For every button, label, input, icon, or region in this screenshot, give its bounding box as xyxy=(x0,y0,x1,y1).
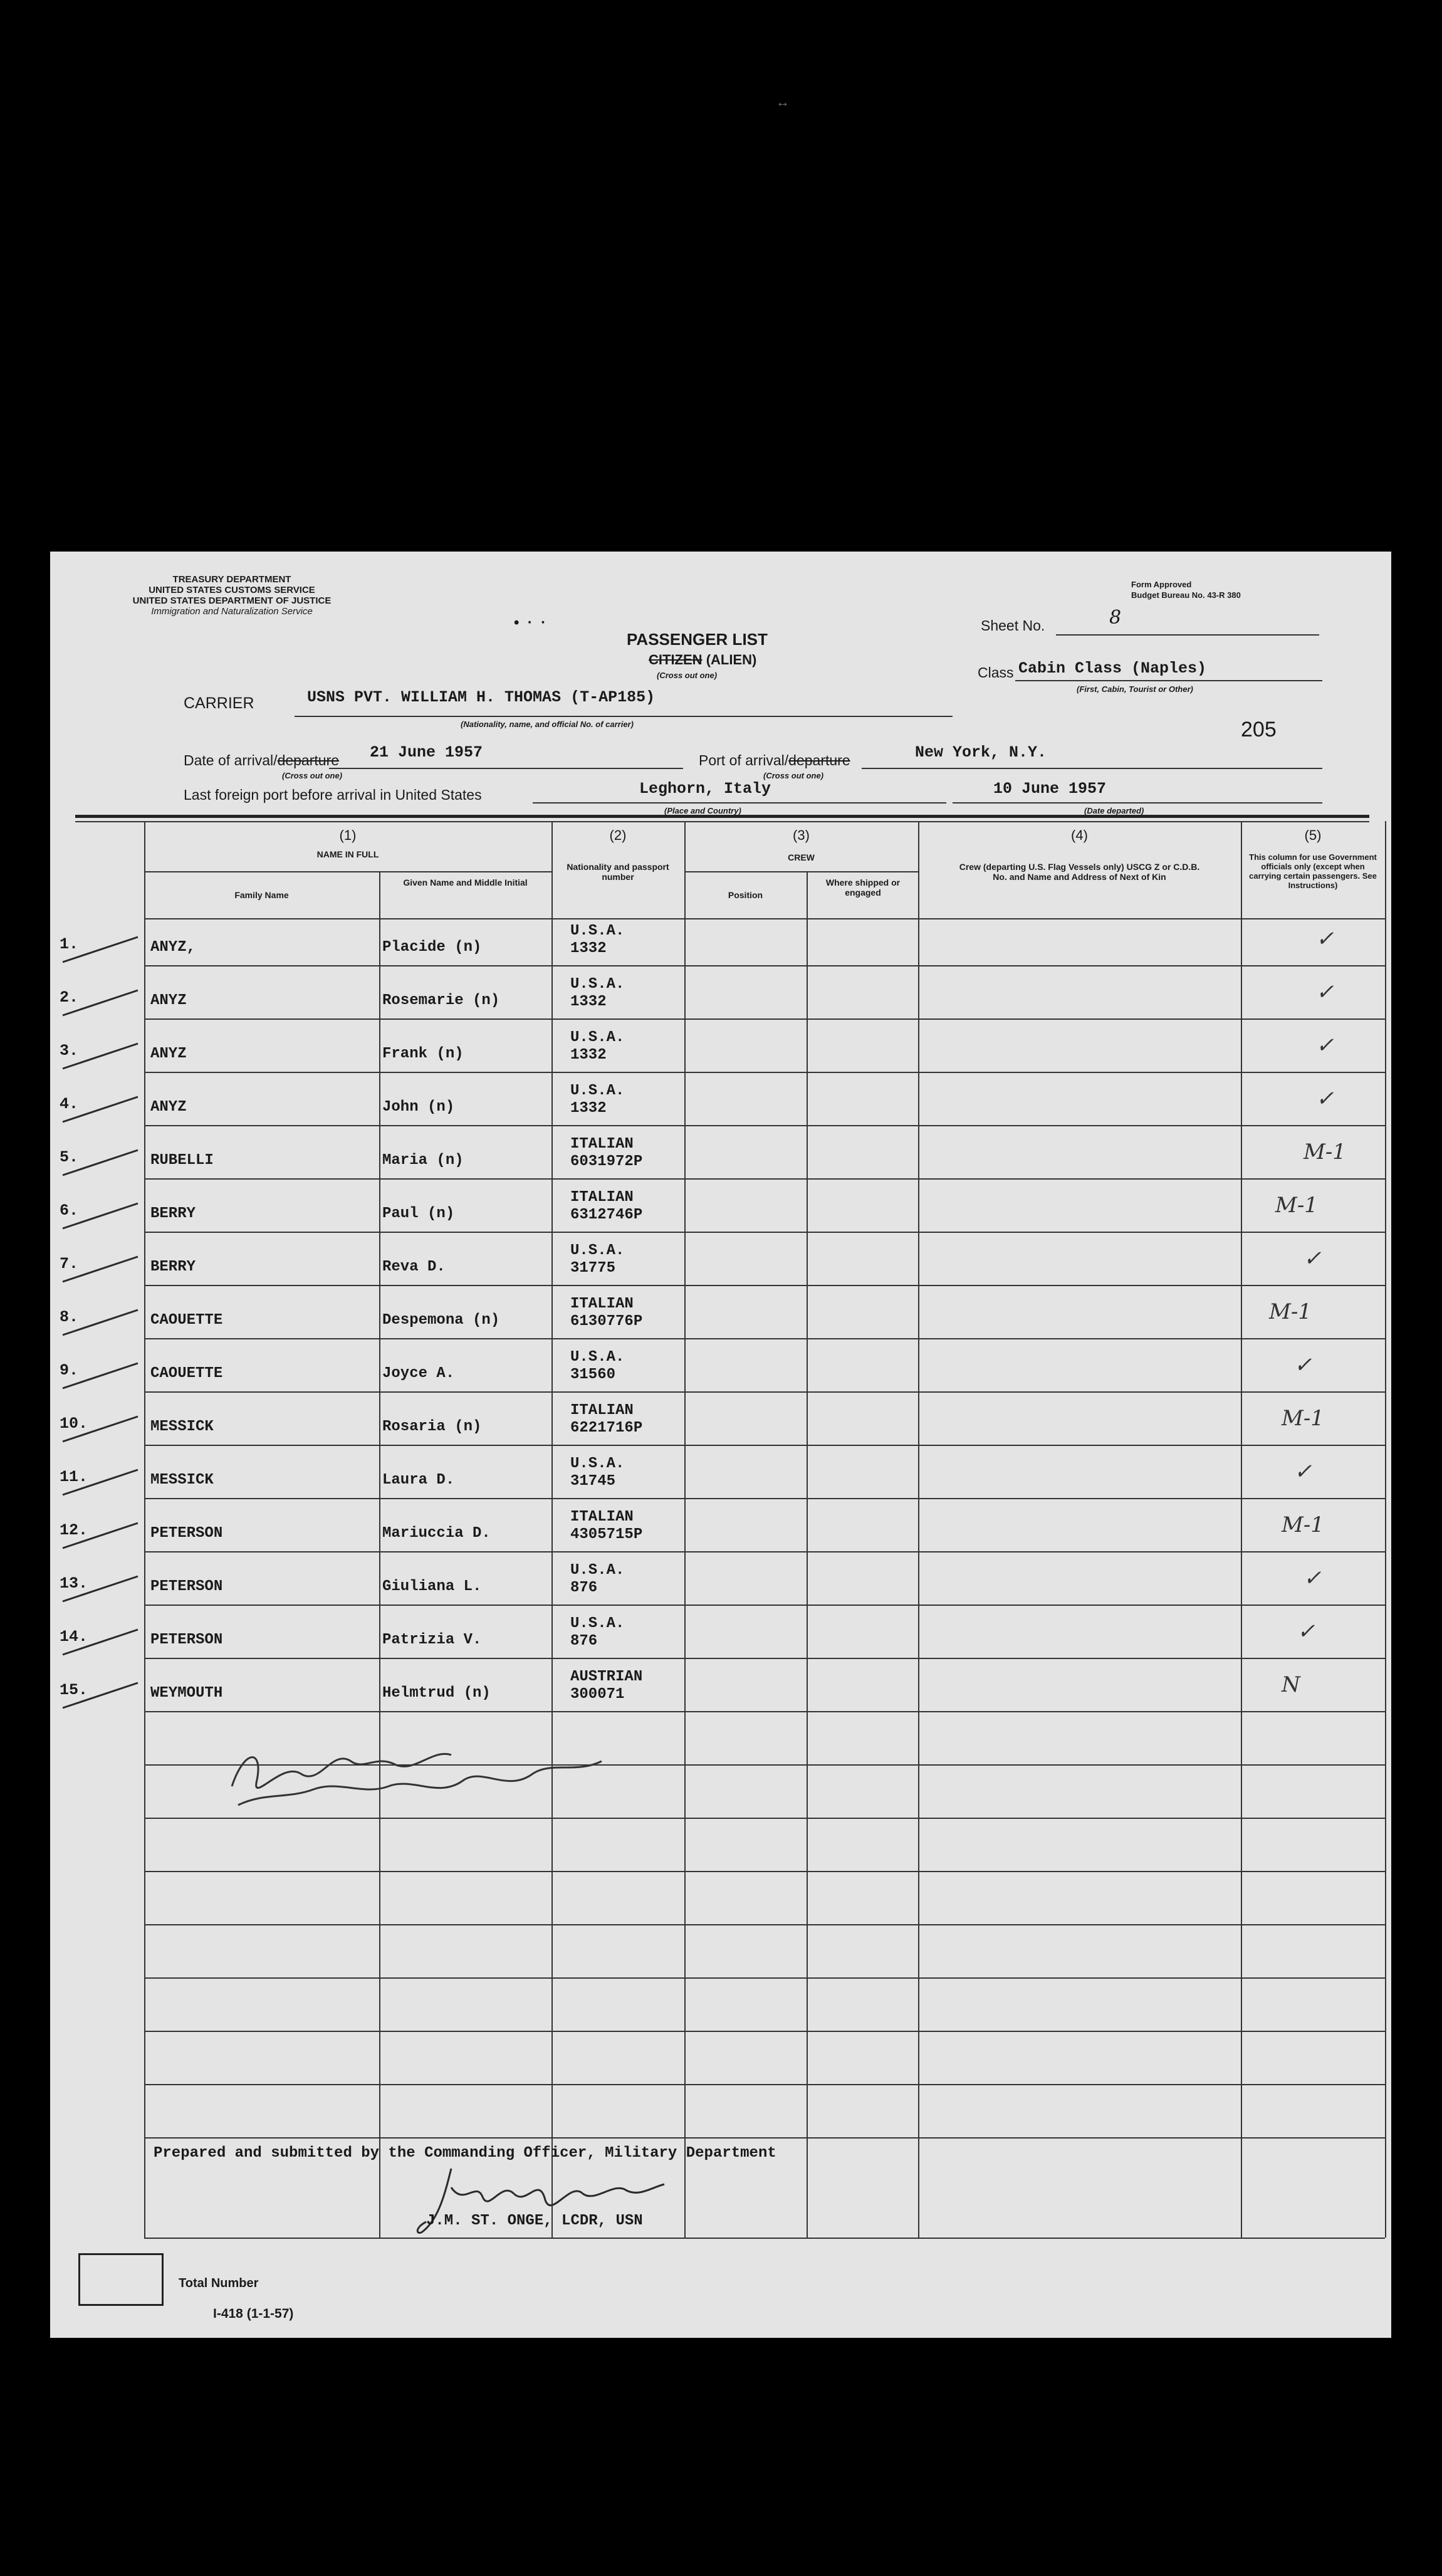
sheet-number-label: Sheet No. xyxy=(981,617,1045,634)
official-mark: ✓ xyxy=(1316,980,1334,1005)
given-name: Rosaria (n) xyxy=(382,1418,482,1435)
passport-number: 6312746P xyxy=(570,1207,643,1223)
nationality: U.S.A. xyxy=(570,1562,625,1579)
col-4-number: (4) xyxy=(1071,827,1088,843)
row-tick-strokes xyxy=(50,918,150,1720)
official-mark: ✓ xyxy=(1294,1353,1312,1378)
table-top-rule-2 xyxy=(75,821,1369,822)
official-mark: ✓ xyxy=(1316,1033,1334,1058)
col-2-number: (2) xyxy=(609,827,627,843)
passport-number: 300071 xyxy=(570,1686,625,1703)
agency-line: UNITED STATES DEPARTMENT OF JUSTICE xyxy=(132,595,332,606)
row-number: 1. xyxy=(60,935,79,953)
cross-out-note: (Cross out one) xyxy=(657,671,718,680)
official-mark: N xyxy=(1282,1672,1300,1697)
carrier-line xyxy=(295,716,953,717)
col-divider xyxy=(1241,821,1242,2238)
row-number: 7. xyxy=(60,1255,79,1273)
row-number: 13. xyxy=(60,1574,88,1593)
official-mark: ✓ xyxy=(1304,1566,1322,1591)
row-rule xyxy=(144,1658,1385,1659)
nationality: U.S.A. xyxy=(570,1455,625,1472)
col-5-number: (5) xyxy=(1304,827,1322,843)
nationality: U.S.A. xyxy=(570,1029,625,1046)
class-sub: (First, Cabin, Tourist or Other) xyxy=(1077,684,1193,694)
family-name: PETERSON xyxy=(150,1631,223,1648)
passport-number: 1332 xyxy=(570,993,607,1010)
nationality: AUSTRIAN xyxy=(570,1668,643,1685)
arrival-date-line xyxy=(329,768,683,769)
official-mark: M-1 xyxy=(1282,1406,1324,1431)
row-rule xyxy=(144,2137,1385,2139)
port-cross-note: (Cross out one) xyxy=(763,771,824,780)
row-number: 6. xyxy=(60,1202,79,1220)
budget-bureau-line: Budget Bureau No. 43-R 380 xyxy=(1131,590,1241,600)
passport-number: 1332 xyxy=(570,1047,607,1064)
row-rule xyxy=(144,1605,1385,1606)
arrival-date-label xyxy=(184,752,339,769)
row-rule xyxy=(144,1232,1385,1233)
given-name: Despemona (n) xyxy=(382,1312,500,1329)
nationality: U.S.A. xyxy=(570,976,625,993)
passport-number: 31560 xyxy=(570,1366,616,1383)
passenger-list-sheet xyxy=(50,552,1391,2338)
nationality: U.S.A. xyxy=(570,1082,625,1099)
given-name: Reva D. xyxy=(382,1259,446,1275)
port-label-text: Port of arrival/ xyxy=(699,752,789,768)
scan-artifact: ↔ xyxy=(776,94,790,110)
class-value: Cabin Class (Naples) xyxy=(1018,659,1207,678)
row-rule xyxy=(144,1551,1385,1552)
agency-line: TREASURY DEPARTMENT xyxy=(172,574,291,585)
given-name-header: Given Name and Middle Initial xyxy=(403,877,528,887)
table-top-rule xyxy=(75,815,1369,818)
col-divider xyxy=(684,821,686,2238)
official-mark: ✓ xyxy=(1304,1246,1322,1271)
passport-number: 1332 xyxy=(570,1100,607,1117)
passport-number: 6130776P xyxy=(570,1313,643,1330)
row-number: 4. xyxy=(60,1095,79,1113)
port-struck: departure xyxy=(788,752,850,768)
nationality: ITALIAN xyxy=(570,1296,634,1312)
table-bottom-rule xyxy=(144,2238,1385,2239)
arrival-date-label-text: Date of arrival/ xyxy=(184,752,278,768)
agency-line: UNITED STATES CUSTOMS SERVICE xyxy=(149,585,315,595)
row-rule xyxy=(144,1018,1385,1020)
total-number-label: Total Number xyxy=(179,2276,259,2290)
passport-number: 31745 xyxy=(570,1473,616,1490)
last-port-value: Leghorn, Italy xyxy=(639,780,771,798)
number-stamp: 205 xyxy=(1241,718,1277,741)
col-divider xyxy=(379,871,380,2238)
row-number: 9. xyxy=(60,1361,79,1380)
row-rule xyxy=(144,1871,1385,1872)
row-number: 15. xyxy=(60,1681,88,1699)
given-name: Laura D. xyxy=(382,1472,455,1489)
col-3-number: (3) xyxy=(793,827,810,843)
row-number: 11. xyxy=(60,1468,88,1486)
family-name: MESSICK xyxy=(150,1418,214,1435)
row-rule xyxy=(144,1977,1385,1979)
prepared-by-text: Prepared and submitted by the Commanding Officer, Military Department xyxy=(154,2145,776,2162)
nationality: U.S.A. xyxy=(570,1242,625,1259)
class-label: Class xyxy=(978,664,1014,681)
row-number: 2. xyxy=(60,988,79,1007)
citizen-struck: CITIZEN xyxy=(649,652,703,668)
crew-departing-header: Crew (departing U.S. Flag Vessels only) USCG Z or C.D.B. No. and Name and Address of Next of Kin xyxy=(959,862,1200,882)
family-name: BERRY xyxy=(150,1259,196,1275)
family-name: BERRY xyxy=(150,1205,196,1222)
official-mark: M-1 xyxy=(1304,1139,1346,1165)
row-number: 10. xyxy=(60,1415,88,1433)
passport-number: 876 xyxy=(570,1633,598,1650)
family-name: WEYMOUTH xyxy=(150,1685,223,1702)
agency-line: Immigration and Naturalization Service xyxy=(151,606,313,617)
col-divider xyxy=(918,821,919,2238)
nationality: ITALIAN xyxy=(570,1189,634,1206)
row-rule xyxy=(144,1445,1385,1446)
passport-number: 31775 xyxy=(570,1260,616,1277)
family-name: PETERSON xyxy=(150,1525,223,1542)
official-mark: M-1 xyxy=(1269,1299,1312,1324)
nationality: U.S.A. xyxy=(570,923,625,940)
official-mark: ✓ xyxy=(1294,1459,1312,1484)
date-departed-value: 10 June 1957 xyxy=(993,780,1107,798)
row-rule xyxy=(144,965,1385,966)
passport-number: 6221716P xyxy=(570,1420,643,1437)
officer-name: J.M. ST. ONGE, LCDR, USN xyxy=(426,2212,643,2229)
family-name-header: Family Name xyxy=(234,890,289,900)
row-rule xyxy=(144,1391,1385,1393)
col-1-number: (1) xyxy=(339,827,357,843)
given-name: Giuliana L. xyxy=(382,1578,482,1595)
row-number: 3. xyxy=(60,1042,79,1060)
gov-officials-header: This column for use Government officials only (except when carrying certain passengers. See Instructions) xyxy=(1249,852,1377,890)
row-rule xyxy=(144,1338,1385,1339)
nationality: U.S.A. xyxy=(570,1349,625,1366)
col-divider xyxy=(1385,821,1386,2238)
passport-number: 6031972P xyxy=(570,1153,643,1170)
last-port-line xyxy=(533,802,946,804)
agency-block xyxy=(100,574,363,617)
where-shipped-header: Where shipped or engaged xyxy=(825,877,901,898)
given-name: Placide (n) xyxy=(382,939,482,956)
form-approved-block xyxy=(1131,579,1241,600)
handwritten-annotation xyxy=(226,1736,614,1818)
family-name: ANYZ, xyxy=(150,939,196,956)
class-line xyxy=(1015,680,1322,681)
arrival-cross-note: (Cross out one) xyxy=(282,771,343,780)
row-rule xyxy=(144,1498,1385,1499)
port-line xyxy=(862,768,1322,769)
name-subheader-rule xyxy=(144,871,551,872)
family-name: ANYZ xyxy=(150,992,187,1009)
official-mark: M-1 xyxy=(1275,1193,1318,1218)
family-name: MESSICK xyxy=(150,1472,214,1489)
last-port-label: Last foreign port before arrival in United States xyxy=(184,787,482,803)
family-name: CAOUETTE xyxy=(150,1312,223,1329)
family-name: RUBELLI xyxy=(150,1152,214,1169)
name-in-full-header: NAME IN FULL xyxy=(316,849,379,859)
page-title: PASSENGER LIST xyxy=(627,630,768,649)
given-name: Frank (n) xyxy=(382,1045,464,1062)
family-name: ANYZ xyxy=(150,1099,187,1116)
row-rule xyxy=(144,2031,1385,2032)
row-number: 14. xyxy=(60,1628,88,1646)
row-rule xyxy=(144,1711,1385,1712)
family-name: ANYZ xyxy=(150,1045,187,1062)
form-id: I-418 (1-1-57) xyxy=(213,2306,294,2321)
punch-dots: • · · xyxy=(514,614,546,631)
date-departed-line xyxy=(953,802,1322,804)
passport-number: 876 xyxy=(570,1579,598,1596)
total-number-box xyxy=(78,2253,164,2306)
family-name: PETERSON xyxy=(150,1578,223,1595)
row-rule xyxy=(144,1178,1385,1180)
nationality: ITALIAN xyxy=(570,1136,634,1153)
date-departed-sub: (Date departed) xyxy=(1084,806,1144,815)
port-label xyxy=(699,752,850,769)
official-mark: ✓ xyxy=(1297,1619,1315,1644)
given-name: John (n) xyxy=(382,1099,455,1116)
nationality: U.S.A. xyxy=(570,1615,625,1632)
official-mark: ✓ xyxy=(1316,1086,1334,1111)
row-rule xyxy=(144,1285,1385,1286)
carrier-sub: (Nationality, name, and official No. of carrier) xyxy=(461,720,634,729)
sheet-number-line xyxy=(1056,634,1319,636)
row-rule xyxy=(144,1072,1385,1073)
given-name: Helmtrud (n) xyxy=(382,1685,491,1702)
row-number: 8. xyxy=(60,1308,79,1326)
carrier-label: CARRIER xyxy=(184,694,254,712)
given-name: Mariuccia D. xyxy=(382,1525,491,1542)
row-number: 12. xyxy=(60,1521,88,1539)
sheet-number-value: 8 xyxy=(1109,607,1122,629)
crew-header: CREW xyxy=(788,852,815,862)
given-name: Rosemarie (n) xyxy=(382,992,500,1009)
given-name: Joyce A. xyxy=(382,1365,455,1382)
arrival-date-value: 21 June 1957 xyxy=(370,743,483,762)
last-port-sub: (Place and Country) xyxy=(664,806,741,815)
official-mark: ✓ xyxy=(1316,926,1334,951)
given-name: Paul (n) xyxy=(382,1205,455,1222)
port-value: New York, N.Y. xyxy=(915,743,1047,762)
passport-number: 4305715P xyxy=(570,1526,643,1543)
family-name: CAOUETTE xyxy=(150,1365,223,1382)
given-name: Maria (n) xyxy=(382,1152,464,1169)
row-rule xyxy=(144,1818,1385,1819)
crew-subheader-rule xyxy=(684,871,918,872)
nationality: ITALIAN xyxy=(570,1402,634,1419)
nationality: ITALIAN xyxy=(570,1509,634,1526)
header-bottom-rule xyxy=(144,918,1385,919)
row-rule xyxy=(144,2084,1385,2085)
position-header: Position xyxy=(728,890,763,900)
col-divider xyxy=(551,821,553,2238)
nationality-header: Nationality and passport number xyxy=(567,862,669,882)
row-number: 5. xyxy=(60,1148,79,1166)
row-rule xyxy=(144,1924,1385,1925)
alien-label: (ALIEN) xyxy=(706,652,757,668)
col-divider xyxy=(807,871,808,2238)
row-rule xyxy=(144,1125,1385,1126)
citizen-alien-line xyxy=(649,652,756,668)
given-name: Patrizia V. xyxy=(382,1631,482,1648)
carrier-value: USNS PVT. WILLIAM H. THOMAS (T-AP185) xyxy=(307,688,656,706)
form-approved-line: Form Approved xyxy=(1131,580,1192,589)
arrival-date-struck: departure xyxy=(277,752,340,768)
official-mark: M-1 xyxy=(1282,1512,1324,1537)
passport-number: 1332 xyxy=(570,940,607,957)
